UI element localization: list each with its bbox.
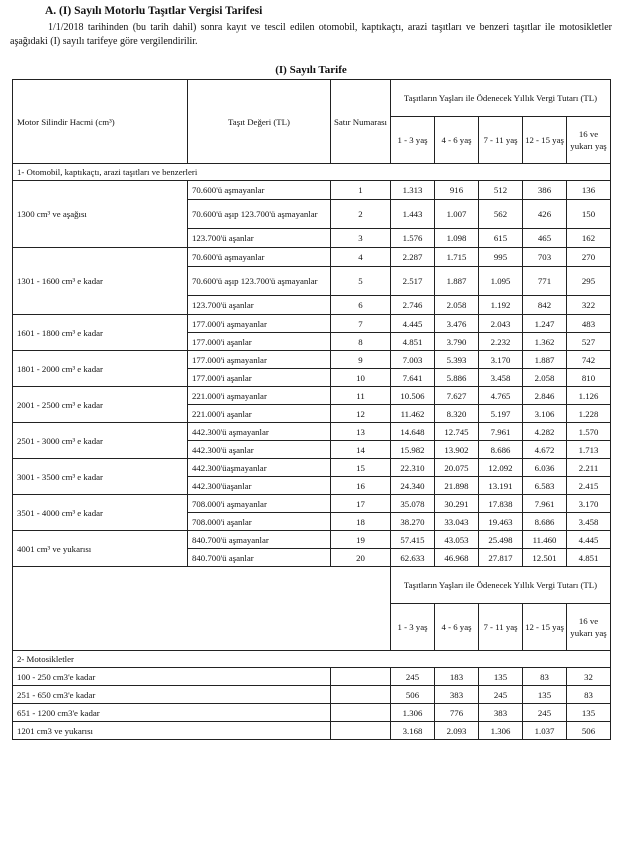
tax-amount-cell: 15.982 bbox=[391, 441, 435, 459]
tax-amount-cell: 3.790 bbox=[435, 333, 479, 351]
tax-amount-cell: 2.211 bbox=[567, 459, 611, 477]
tax-amount-cell: 4.851 bbox=[391, 333, 435, 351]
vehicle-value-cell: 442.300'ü aşanlar bbox=[188, 441, 331, 459]
tax-amount-cell: 3.168 bbox=[391, 722, 435, 740]
tax-amount-cell: 5.197 bbox=[479, 405, 523, 423]
row-number-cell: 17 bbox=[331, 495, 391, 513]
tax-amount-cell: 383 bbox=[479, 704, 523, 722]
vehicle-value-cell: 442.300'üaşanlar bbox=[188, 477, 331, 495]
row-number-cell bbox=[331, 686, 391, 704]
table-row bbox=[13, 387, 611, 405]
tax-amount-cell: 13.902 bbox=[435, 441, 479, 459]
tax-amount-cell: 4.445 bbox=[567, 531, 611, 549]
tax-amount-cell: 30.291 bbox=[435, 495, 479, 513]
tax-amount-cell: 135 bbox=[523, 686, 567, 704]
tax-amount-cell: 12.501 bbox=[523, 549, 567, 567]
tax-amount-cell: 1.313 bbox=[391, 181, 435, 200]
tax-amount-cell: 995 bbox=[479, 248, 523, 267]
table-row bbox=[13, 686, 611, 704]
tax-amount-cell: 5.393 bbox=[435, 351, 479, 369]
vehicle-value-cell: 70.600'ü aşıp 123.700'ü aşmayanlar bbox=[188, 200, 331, 229]
tax-amount-cell: 506 bbox=[567, 722, 611, 740]
header-age: 12 - 15 yaş bbox=[523, 117, 567, 164]
tax-amount-cell: 62.633 bbox=[391, 549, 435, 567]
header-age: 1 - 3 yaş bbox=[391, 604, 435, 651]
header-value: Taşıt Değeri (TL) bbox=[188, 80, 331, 164]
tax-amount-cell: 1.570 bbox=[567, 423, 611, 441]
header-tax-group: Taşıtların Yaşları ile Ödenecek Yıllık Vergi Tutarı (TL) bbox=[391, 80, 611, 117]
tax-amount-cell: 10.506 bbox=[391, 387, 435, 405]
header-row-moto bbox=[13, 567, 611, 604]
vehicle-value-cell: 442.300'ü aşmayanlar bbox=[188, 423, 331, 441]
tax-amount-cell: 11.460 bbox=[523, 531, 567, 549]
tax-amount-cell: 703 bbox=[523, 248, 567, 267]
table-row bbox=[13, 181, 611, 200]
tax-amount-cell: 162 bbox=[567, 229, 611, 248]
tax-amount-cell: 1.247 bbox=[523, 315, 567, 333]
header-engine: Motor Silindir Hacmi (cm³) bbox=[13, 80, 188, 164]
engine-size-cell: 100 - 250 cm3'e kadar bbox=[13, 668, 331, 686]
tax-amount-cell: 506 bbox=[391, 686, 435, 704]
tax-amount-cell: 5.886 bbox=[435, 369, 479, 387]
header-age: 16 ve yukarı yaş bbox=[567, 117, 611, 164]
header-age: 7 - 11 yaş bbox=[479, 117, 523, 164]
tax-amount-cell: 3.458 bbox=[479, 369, 523, 387]
section-title: 2- Motosikletler bbox=[13, 651, 611, 668]
tax-amount-cell: 2.232 bbox=[479, 333, 523, 351]
tax-amount-cell: 135 bbox=[479, 668, 523, 686]
row-number-cell: 14 bbox=[331, 441, 391, 459]
row-number-cell bbox=[331, 704, 391, 722]
row-number-cell: 1 bbox=[331, 181, 391, 200]
tax-amount-cell: 2.093 bbox=[435, 722, 479, 740]
tax-amount-cell: 245 bbox=[391, 668, 435, 686]
tax-amount-cell: 135 bbox=[567, 704, 611, 722]
tax-amount-cell: 2.846 bbox=[523, 387, 567, 405]
engine-size-cell: 1301 - 1600 cm³ e kadar bbox=[13, 248, 188, 315]
tax-amount-cell: 35.078 bbox=[391, 495, 435, 513]
tax-amount-cell: 1.037 bbox=[523, 722, 567, 740]
tax-amount-cell: 83 bbox=[523, 668, 567, 686]
vehicle-value-cell: 70.600'ü aşmayanlar bbox=[188, 181, 331, 200]
tax-amount-cell: 83 bbox=[567, 686, 611, 704]
tax-amount-cell: 270 bbox=[567, 248, 611, 267]
header-row bbox=[13, 80, 611, 117]
engine-size-cell: 4001 cm³ ve yukarısı bbox=[13, 531, 188, 567]
row-number-cell: 8 bbox=[331, 333, 391, 351]
table-row bbox=[13, 495, 611, 513]
tax-amount-cell: 7.961 bbox=[523, 495, 567, 513]
table-row bbox=[13, 423, 611, 441]
engine-size-cell: 2501 - 3000 cm³ e kadar bbox=[13, 423, 188, 459]
tax-amount-cell: 1.126 bbox=[567, 387, 611, 405]
tax-amount-cell: 38.270 bbox=[391, 513, 435, 531]
tax-amount-cell: 46.968 bbox=[435, 549, 479, 567]
table-row bbox=[13, 351, 611, 369]
tax-amount-cell: 24.340 bbox=[391, 477, 435, 495]
tax-amount-cell: 842 bbox=[523, 296, 567, 315]
tax-amount-cell: 3.106 bbox=[523, 405, 567, 423]
engine-size-cell: 1801 - 2000 cm³ e kadar bbox=[13, 351, 188, 387]
tax-amount-cell: 1.887 bbox=[435, 267, 479, 296]
row-number-cell: 20 bbox=[331, 549, 391, 567]
tax-amount-cell: 57.415 bbox=[391, 531, 435, 549]
tax-amount-cell: 33.043 bbox=[435, 513, 479, 531]
vehicle-value-cell: 840.700'ü aşanlar bbox=[188, 549, 331, 567]
row-number-cell bbox=[331, 722, 391, 740]
tax-amount-cell: 6.036 bbox=[523, 459, 567, 477]
table-row bbox=[13, 704, 611, 722]
tax-amount-cell: 183 bbox=[435, 668, 479, 686]
tax-amount-cell: 150 bbox=[567, 200, 611, 229]
row-number-cell: 18 bbox=[331, 513, 391, 531]
tax-amount-cell: 1.887 bbox=[523, 351, 567, 369]
row-number-cell: 4 bbox=[331, 248, 391, 267]
vehicle-value-cell: 840.700'ü aşmayanlar bbox=[188, 531, 331, 549]
tax-amount-cell: 3.458 bbox=[567, 513, 611, 531]
vehicle-value-cell: 177.000'i aşmayanlar bbox=[188, 315, 331, 333]
tax-amount-cell: 776 bbox=[435, 704, 479, 722]
tax-amount-cell: 4.282 bbox=[523, 423, 567, 441]
row-number-cell: 19 bbox=[331, 531, 391, 549]
tax-amount-cell: 22.310 bbox=[391, 459, 435, 477]
tax-amount-cell: 1.228 bbox=[567, 405, 611, 423]
tax-amount-cell: 810 bbox=[567, 369, 611, 387]
row-number-cell: 6 bbox=[331, 296, 391, 315]
tax-amount-cell: 512 bbox=[479, 181, 523, 200]
tax-amount-cell: 1.713 bbox=[567, 441, 611, 459]
tax-amount-cell: 2.517 bbox=[391, 267, 435, 296]
header-age: 7 - 11 yaş bbox=[479, 604, 523, 651]
vehicle-value-cell: 708.000'i aşanlar bbox=[188, 513, 331, 531]
tax-amount-cell: 21.898 bbox=[435, 477, 479, 495]
tax-tariff-table bbox=[12, 79, 611, 740]
blank-header-cell bbox=[13, 567, 391, 651]
tax-amount-cell: 7.003 bbox=[391, 351, 435, 369]
tax-amount-cell: 1.007 bbox=[435, 200, 479, 229]
tax-amount-cell: 19.463 bbox=[479, 513, 523, 531]
tax-amount-cell: 1.443 bbox=[391, 200, 435, 229]
header-age: 16 ve yukarı yaş bbox=[567, 604, 611, 651]
row-number-cell: 16 bbox=[331, 477, 391, 495]
tax-amount-cell: 916 bbox=[435, 181, 479, 200]
vehicle-value-cell: 442.300'üaşmayanlar bbox=[188, 459, 331, 477]
tax-amount-cell: 322 bbox=[567, 296, 611, 315]
engine-size-cell: 1601 - 1800 cm³ e kadar bbox=[13, 315, 188, 351]
tax-amount-cell: 7.961 bbox=[479, 423, 523, 441]
tax-amount-cell: 465 bbox=[523, 229, 567, 248]
tax-amount-cell: 771 bbox=[523, 267, 567, 296]
table-row bbox=[13, 531, 611, 549]
table-caption: (I) Sayılı Tarife bbox=[275, 64, 347, 76]
section-row bbox=[13, 651, 611, 668]
tax-amount-cell: 12.092 bbox=[479, 459, 523, 477]
tax-amount-cell: 2.043 bbox=[479, 315, 523, 333]
tax-amount-cell: 615 bbox=[479, 229, 523, 248]
tax-amount-cell: 27.817 bbox=[479, 549, 523, 567]
tax-amount-cell: 245 bbox=[523, 704, 567, 722]
tax-amount-cell: 2.287 bbox=[391, 248, 435, 267]
engine-size-cell: 3001 - 3500 cm³ e kadar bbox=[13, 459, 188, 495]
header-age: 1 - 3 yaş bbox=[391, 117, 435, 164]
tax-amount-cell: 3.476 bbox=[435, 315, 479, 333]
tax-amount-cell: 2.746 bbox=[391, 296, 435, 315]
table-row bbox=[13, 315, 611, 333]
tax-amount-cell: 20.075 bbox=[435, 459, 479, 477]
tax-amount-cell: 6.583 bbox=[523, 477, 567, 495]
tax-amount-cell: 17.838 bbox=[479, 495, 523, 513]
row-number-cell: 7 bbox=[331, 315, 391, 333]
row-number-cell: 12 bbox=[331, 405, 391, 423]
vehicle-value-cell: 221.000'i aşanlar bbox=[188, 405, 331, 423]
table-row bbox=[13, 722, 611, 740]
tax-amount-cell: 4.445 bbox=[391, 315, 435, 333]
tax-amount-cell: 7.641 bbox=[391, 369, 435, 387]
engine-size-cell: 251 - 650 cm3'e kadar bbox=[13, 686, 331, 704]
row-number-cell: 11 bbox=[331, 387, 391, 405]
tax-amount-cell: 383 bbox=[435, 686, 479, 704]
tax-amount-cell: 12.745 bbox=[435, 423, 479, 441]
tax-amount-cell: 483 bbox=[567, 315, 611, 333]
tax-amount-cell: 295 bbox=[567, 267, 611, 296]
row-number-cell: 2 bbox=[331, 200, 391, 229]
section-title: 1- Otomobil, kaptıkaçtı, arazi taşıtları ve benzerleri bbox=[13, 164, 611, 181]
table-body bbox=[13, 80, 611, 740]
tax-amount-cell: 32 bbox=[567, 668, 611, 686]
tax-amount-cell: 386 bbox=[523, 181, 567, 200]
header-age: 12 - 15 yaş bbox=[523, 604, 567, 651]
tax-amount-cell: 1.192 bbox=[479, 296, 523, 315]
tax-amount-cell: 1.306 bbox=[391, 704, 435, 722]
row-number-cell: 9 bbox=[331, 351, 391, 369]
tax-amount-cell: 3.170 bbox=[479, 351, 523, 369]
table-row bbox=[13, 459, 611, 477]
tax-amount-cell: 1.715 bbox=[435, 248, 479, 267]
tax-amount-cell: 14.648 bbox=[391, 423, 435, 441]
vehicle-value-cell: 123.700'ü aşanlar bbox=[188, 296, 331, 315]
header-tax-group: Taşıtların Yaşları ile Ödenecek Yıllık Vergi Tutarı (TL) bbox=[391, 567, 611, 604]
header-row-number: Satır Numarası bbox=[331, 80, 391, 164]
tax-amount-cell: 4.851 bbox=[567, 549, 611, 567]
tax-amount-cell: 3.170 bbox=[567, 495, 611, 513]
tax-amount-cell: 11.462 bbox=[391, 405, 435, 423]
tax-amount-cell: 1.098 bbox=[435, 229, 479, 248]
tax-amount-cell: 426 bbox=[523, 200, 567, 229]
row-number-cell bbox=[331, 668, 391, 686]
tax-amount-cell: 562 bbox=[479, 200, 523, 229]
section-row bbox=[13, 164, 611, 181]
vehicle-value-cell: 70.600'ü aşıp 123.700'ü aşmayanlar bbox=[188, 267, 331, 296]
vehicle-value-cell: 708.000'i aşmayanlar bbox=[188, 495, 331, 513]
tax-amount-cell: 2.058 bbox=[523, 369, 567, 387]
row-number-cell: 5 bbox=[331, 267, 391, 296]
vehicle-value-cell: 177.000'i aşmayanlar bbox=[188, 351, 331, 369]
tax-amount-cell: 43.053 bbox=[435, 531, 479, 549]
row-number-cell: 15 bbox=[331, 459, 391, 477]
tax-amount-cell: 1.095 bbox=[479, 267, 523, 296]
vehicle-value-cell: 221.000'i aşmayanlar bbox=[188, 387, 331, 405]
tax-amount-cell: 4.765 bbox=[479, 387, 523, 405]
tax-amount-cell: 13.191 bbox=[479, 477, 523, 495]
vehicle-value-cell: 177.000'i aşanlar bbox=[188, 333, 331, 351]
tax-amount-cell: 2.058 bbox=[435, 296, 479, 315]
vehicle-value-cell: 123.700'ü aşanlar bbox=[188, 229, 331, 248]
tax-amount-cell: 4.672 bbox=[523, 441, 567, 459]
tax-amount-cell: 8.686 bbox=[479, 441, 523, 459]
intro-paragraph: 1/1/2018 tarihinden (bu tarih dahil) sonra kayıt ve tescil edilen otomobil, kaptıkaçtı, arazi taşıtları ve benzeri taşıtlar ile motosikletler aşağıdaki (I) sayılı tarifeye göre vergilendirilir. bbox=[10, 22, 612, 47]
tax-amount-cell: 245 bbox=[479, 686, 523, 704]
vehicle-value-cell: 70.600'ü aşmayanlar bbox=[188, 248, 331, 267]
engine-size-cell: 3501 - 4000 cm³ e kadar bbox=[13, 495, 188, 531]
tax-amount-cell: 1.362 bbox=[523, 333, 567, 351]
row-number-cell: 3 bbox=[331, 229, 391, 248]
header-age: 4 - 6 yaş bbox=[435, 117, 479, 164]
engine-size-cell: 1201 cm3 ve yukarısı bbox=[13, 722, 331, 740]
tax-amount-cell: 8.686 bbox=[523, 513, 567, 531]
tax-amount-cell: 2.415 bbox=[567, 477, 611, 495]
engine-size-cell: 2001 - 2500 cm³ e kadar bbox=[13, 387, 188, 423]
row-number-cell: 13 bbox=[331, 423, 391, 441]
tax-amount-cell: 8.320 bbox=[435, 405, 479, 423]
row-number-cell: 10 bbox=[331, 369, 391, 387]
engine-size-cell: 651 - 1200 cm3'e kadar bbox=[13, 704, 331, 722]
document-heading: A. (I) Sayılı Motorlu Taşıtlar Vergisi Tarifesi bbox=[45, 5, 263, 17]
tax-amount-cell: 527 bbox=[567, 333, 611, 351]
engine-size-cell: 1300 cm³ ve aşağısı bbox=[13, 181, 188, 248]
tax-amount-cell: 742 bbox=[567, 351, 611, 369]
tax-amount-cell: 136 bbox=[567, 181, 611, 200]
tax-amount-cell: 1.576 bbox=[391, 229, 435, 248]
table-row bbox=[13, 248, 611, 267]
vehicle-value-cell: 177.000'i aşanlar bbox=[188, 369, 331, 387]
tax-amount-cell: 1.306 bbox=[479, 722, 523, 740]
header-age: 4 - 6 yaş bbox=[435, 604, 479, 651]
tax-amount-cell: 7.627 bbox=[435, 387, 479, 405]
tax-amount-cell: 25.498 bbox=[479, 531, 523, 549]
table-row bbox=[13, 668, 611, 686]
